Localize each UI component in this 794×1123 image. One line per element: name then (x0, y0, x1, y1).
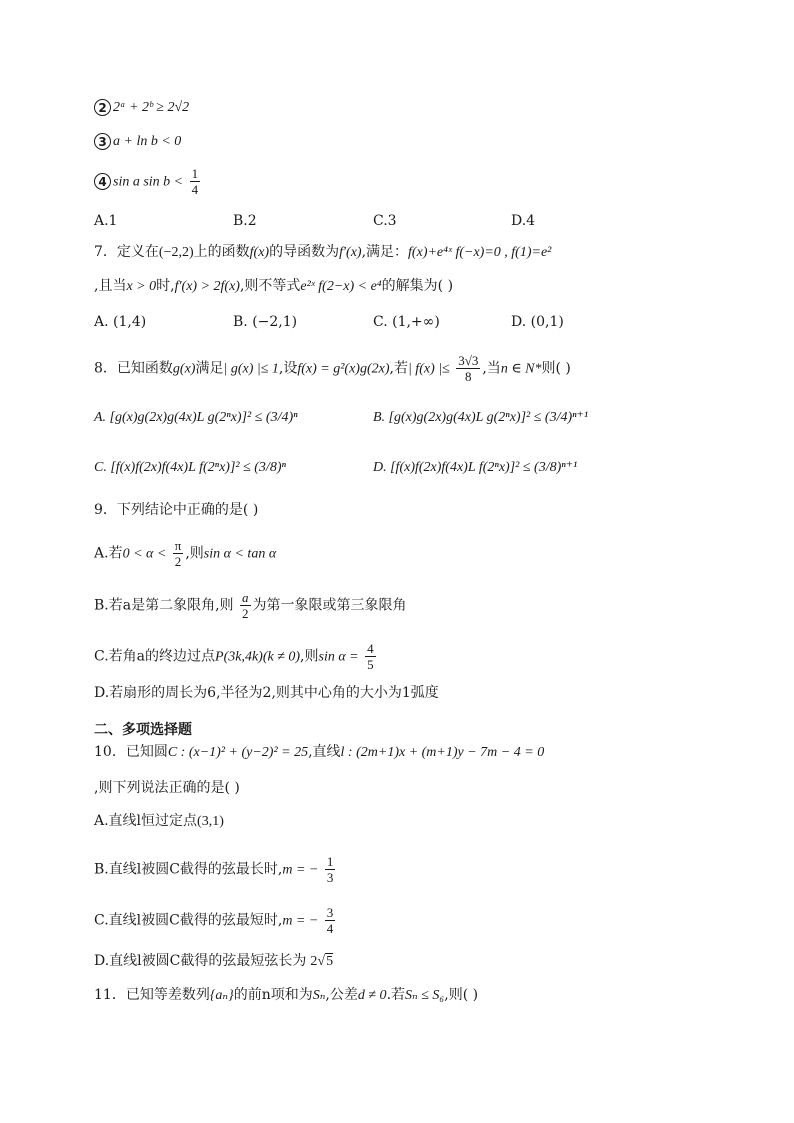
q9-option-c: C.若角a的终边过点P(3k,4k)(k ≠ 0),则sin α = $\frac{4}{5}$ (94, 641, 374, 672)
item-4-fraction: $\frac{1}{4}$ (191, 166, 199, 197)
q9-a-fraction: $\frac{\pi}{2}$ (174, 538, 182, 569)
q6-choice-d: D.4 (511, 213, 536, 229)
q7-choice-a: A. (1,4) (94, 314, 147, 330)
q10-b-fraction: $\frac{1}{3}$ (326, 854, 334, 885)
q10-stem-line2: ,则下列说法正确的是( ) (94, 780, 240, 796)
q7-stem-line1: 7．定义在(−2,2)上的函数f(x)的导函数为f′(x),满足：f(x)+e⁴ˣ f(−x)=0 , f(1)=e² (94, 244, 552, 260)
item-3 (94, 131, 181, 152)
item-3-expr: a + ln b < 0 (113, 134, 182, 149)
circled-number-3: 3 (94, 133, 111, 150)
q10-option-c: C.直线l被圆C截得的弦最短时,m = − $\frac{3}{4}$ (94, 905, 334, 936)
q11-stem: 11．已知等差数列{aₙ}的前n项和为Sₙ,公差d ≠ 0.若Sₙ ≤ S₆,则( ) (94, 987, 479, 1003)
q7-choice-d: D. (0,1) (511, 314, 564, 330)
q10-c-fraction: $\frac{3}{4}$ (326, 905, 334, 936)
q8-choice-a: A. [g(x)g(2x)g(4x)L g(2ⁿx)]² ≤ (3/4)ⁿ (94, 410, 298, 425)
q7-stem-line2: ,且当x > 0时,f′(x) > 2f(x),则不等式e²ˣ f(2−x) < e⁴的解集为( ) (94, 278, 454, 294)
q8-choice-c: C. [f(x)f(2x)f(4x)L f(2ⁿx)]² ≤ (3/8)ⁿ (94, 460, 286, 475)
q9-c-fraction: $\frac{4}{5}$ (367, 641, 374, 672)
item-4-expr: sin a sin b < (113, 174, 184, 190)
item-4 (94, 166, 202, 197)
q9-option-b: B.若a是第二象限角,则 $\frac{a}{2}$ 为第一象限或第三象限角 (94, 590, 407, 621)
q6-choice-c: C.3 (373, 213, 397, 229)
q6-choice-b: B.2 (233, 213, 257, 229)
q6-choice-a: A.1 (94, 213, 118, 229)
q8-choice-b: B. [g(x)g(2x)g(4x)L g(2ⁿx)]² ≤ (3/4)ⁿ⁺¹ (373, 410, 589, 425)
q9-option-a: A.若0 < α < $\frac{\pi}{2}$ ,则sin α < tan α (94, 538, 277, 569)
item-2 (94, 97, 189, 118)
q10-option-d: D.直线l被圆C截得的弦最短弦长为 2√5 (94, 953, 334, 969)
item-2-expr: 2ᵃ + 2ᵇ ≥ 2√2 (113, 100, 190, 115)
q8-fraction: $\frac{3√3}{8}$ (458, 353, 479, 384)
section-heading: 二、多项选择题 (94, 722, 192, 738)
sqrt-symbol: √ (317, 954, 326, 969)
q9-b-fraction: $\frac{a}{2}$ (242, 590, 249, 621)
q9-stem: 9．下列结论中正确的是( ) (94, 502, 259, 518)
q8-stem: 8．已知函数g(x)满足| g(x) |≤ 1,设f(x) = g²(x)g(2x),若| f(x) |≤ $\frac{3√3}{8}$ ,当n ∈ N*则( ) (94, 353, 571, 384)
q7-choice-b: B. (−2,1) (233, 314, 298, 330)
q10-option-a: A.直线l恒过定点(3,1) (94, 813, 224, 829)
q10-stem-line1: 10．已知圆C : (x−1)² + (y−2)² = 25,直线l : (2m+1)x + (m+1)y − 7m − 4 = 0 (94, 744, 545, 760)
circled-number-2: 2 (94, 99, 111, 116)
q8-choice-d: D. [f(x)f(2x)f(4x)L f(2ⁿx)]² ≤ (3/8)ⁿ⁺¹ (373, 460, 578, 475)
q9-option-d: D.若扇形的周长为6,半径为2,则其中心角的大小为1弧度 (94, 685, 439, 701)
q7-choice-c: C. (1,+∞) (373, 314, 440, 330)
circled-number-4: 4 (94, 173, 111, 190)
q10-option-b: B.直线l被圆C截得的弦最长时,m = − $\frac{1}{3}$ (94, 854, 334, 885)
